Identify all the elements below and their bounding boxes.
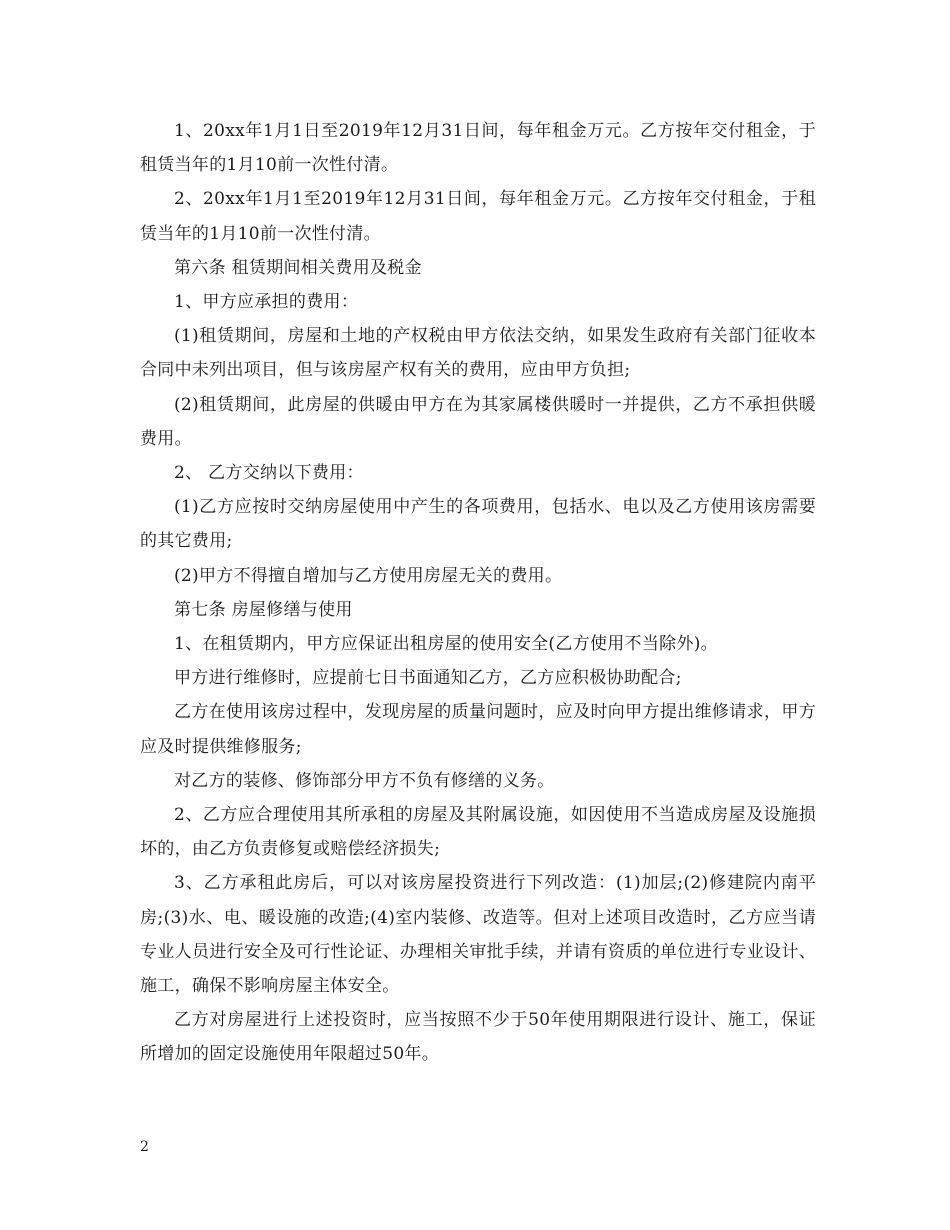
section-heading-article-6: 第六条 租赁期间相关费用及税金 xyxy=(174,257,422,278)
paragraph-party-b-costs: 2、 乙方交纳以下费用： xyxy=(174,463,364,484)
document-body xyxy=(140,114,816,1072)
paragraph-renovation: 3、乙方承租此房后，可以对该房屋投资进行下列改造：(1)加层;(2)修建院内南平房;(3)水、电、暖设施的改造;(4)室内装修、改造等。但对上述项目改造时，乙方应当请专业人员进行安全及可行性论证、办理相关审批手续，并请有资质的单位进行专业设计、施工，确保不影响房屋主体安全。 xyxy=(140,873,816,997)
paragraph-rent-period-2: 2、20xx年1月1至2019年12月31日间，每年租金万元。乙方按年交付租金，于租赁当年的1月10前一次性付清。 xyxy=(140,189,816,244)
paragraph-party-a-costs: 1、甲方应承担的费用： xyxy=(174,292,359,313)
paragraph-proper-use: 2、乙方应合理使用其所承租的房屋及其附属设施，如因使用不当造成房屋及设施损坏的，由乙方负责修复或赔偿经济损失; xyxy=(140,805,816,860)
paragraph-no-extra-fees: (2)甲方不得擅自增加与乙方使用房屋无关的费用。 xyxy=(174,565,563,586)
paragraph-repair-request: 乙方在使用该房过程中，发现房屋的质量问题时，应及时向甲方提出维修请求，甲方应及时提供维修服务; xyxy=(140,702,816,757)
paragraph-property-tax: (1)租赁期间，房屋和土地的产权税由甲方依法交纳，如果发生政府有关部门征收本合同中未列出项目，但与该房屋产权有关的费用，应由甲方负担; xyxy=(140,326,816,381)
paragraph-decoration: 对乙方的装修、修饰部分甲方不负有修缮的义务。 xyxy=(174,770,555,791)
page-number: 2 xyxy=(140,1139,149,1155)
paragraph-utility-fees: (1)乙方应按时交纳房屋使用中产生的各项费用，包括水、电以及乙方使用该房需要的其它费用; xyxy=(140,497,816,552)
paragraph-heating: (2)租赁期间，此房屋的供暖由甲方在为其家属楼供暖时一并提供，乙方不承担供暖费用。 xyxy=(140,394,816,449)
paragraph-repair-notice: 甲方进行维修时，应提前七日书面通知乙方，乙方应积极协助配合; xyxy=(174,668,682,689)
section-heading-article-7: 第七条 房屋修缮与使用 xyxy=(174,599,353,620)
paragraph-rent-period-1: 1、20xx年1月1日至2019年12月31日间，每年租金万元。乙方按年交付租金，于租赁当年的1月10前一次性付清。 xyxy=(140,121,816,176)
paragraph-safety: 1、在租赁期内，甲方应保证出租房屋的使用安全(乙方使用不当除外)。 xyxy=(174,634,718,655)
paragraph-investment-lifetime: 乙方对房屋进行上述投资时，应当按照不少于50年使用期限进行设计、施工，保证所增加的固定设施使用年限超过50年。 xyxy=(140,1010,816,1065)
